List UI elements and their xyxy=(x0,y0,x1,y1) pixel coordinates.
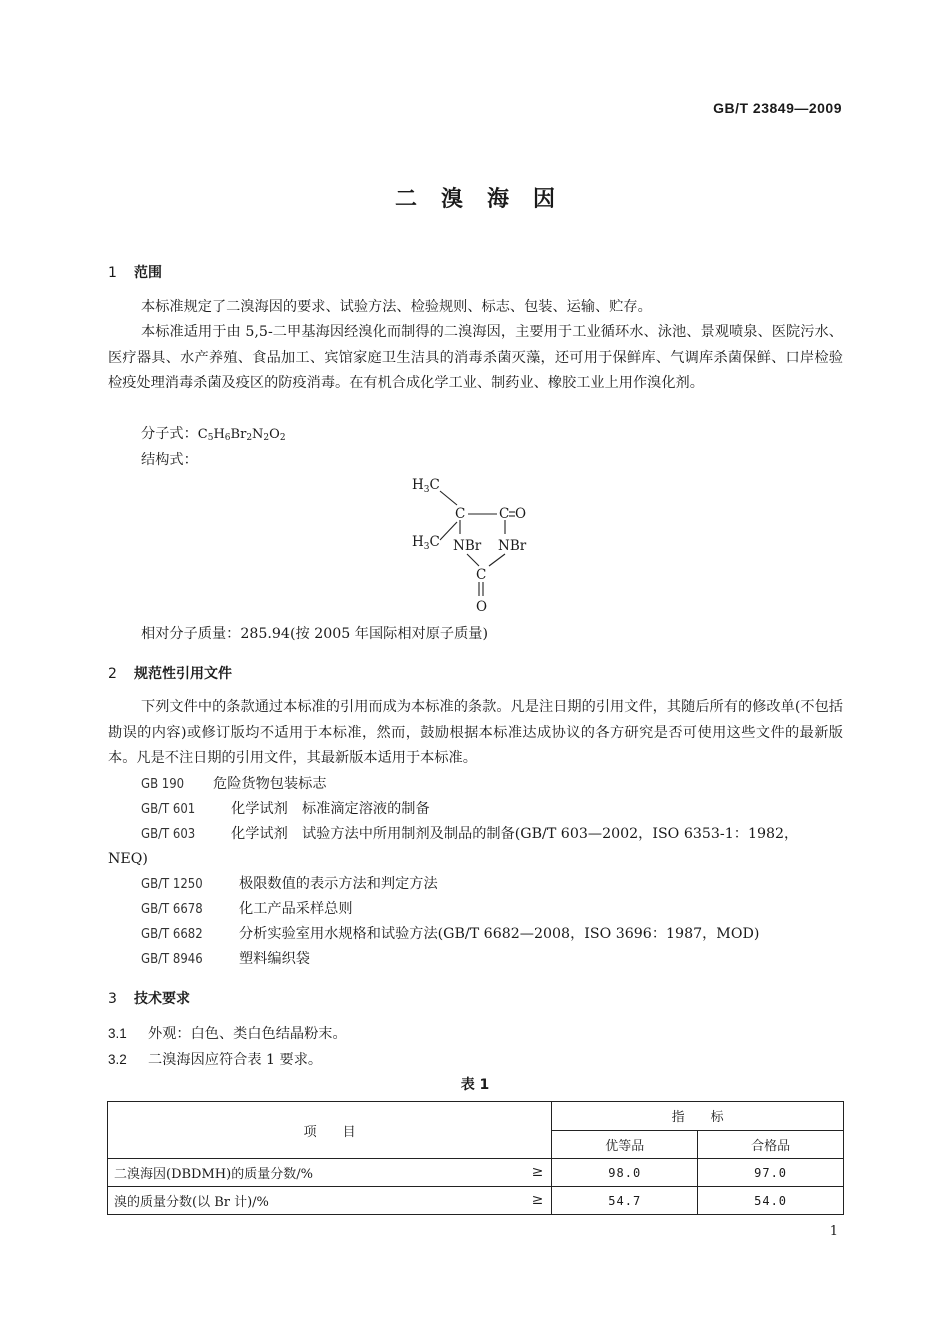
bond-methyl-top xyxy=(440,491,457,505)
table-caption: 表 1 xyxy=(460,1077,490,1093)
reference-code: GB/T 1250 xyxy=(141,877,203,892)
clause-text: 二溴海因应符合表 1 要求。 xyxy=(148,1052,323,1068)
requirements-table xyxy=(107,1101,844,1215)
reference-item xyxy=(141,872,438,897)
section-title: 规范性引用文件 xyxy=(134,666,232,682)
oxygen-4: O xyxy=(515,506,527,522)
reference-title: 危险货物包装标志 xyxy=(213,776,327,792)
geq-sign: ≥ xyxy=(531,1192,544,1208)
reference-code: GB/T 6682 xyxy=(141,927,203,942)
reference-code: GB/T 6678 xyxy=(141,902,203,917)
bond-n1-c2 xyxy=(467,554,479,566)
table-header-row xyxy=(108,1102,844,1131)
reference-continuation: NEQ) xyxy=(108,851,148,867)
page-number: 1 xyxy=(829,1224,838,1239)
reference-title: 分析实验室用水规格和试验方法(GB/T 6682—2008，ISO 3696：1987，MOD) xyxy=(239,926,760,942)
geq-sign: ≥ xyxy=(531,1164,544,1180)
section-number: 1 xyxy=(108,265,117,281)
section-2-intro: 下列文件中的条款通过本标准的引用而成为本标准的条款。凡是注日期的引用文件，其随后所有的修改单(不包括勘误的内容)或修订版均不适用于本标准，然而，鼓励根据本标准达成协议的各方研究是否可使用这些文件的最新版本。凡是不注日期的引用文件，其最新版本适用于本标准。 xyxy=(108,699,843,766)
oxygen-2: O xyxy=(476,599,488,615)
clause-text: 外观：白色、类白色结晶粉末。 xyxy=(148,1026,347,1042)
methyl-label-bottom: $H_3C$ xyxy=(412,534,440,552)
row-item: 溴的质量分数(以 Br 计)/% ≥ xyxy=(108,1187,552,1215)
section-number: 3 xyxy=(108,991,117,1007)
reference-item xyxy=(141,772,327,797)
section-2-heading xyxy=(108,663,232,683)
reference-item xyxy=(141,922,759,947)
reference-code: GB/T 601 xyxy=(141,802,196,817)
methyl-label-top: $H_3C$ xyxy=(412,477,440,495)
section-1-paragraph-2: 本标准适用于由 5,5-二甲基海因经溴化而制得的二溴海因，主要用于工业循环水、泳池、景观喷泉、医院污水、医疗器具、水产养殖、食品加工、宾馆家庭卫生洁具的消毒杀菌灭藻，还可用于保鲜库、气调库杀菌保鲜、口岸检验检疫处理消毒杀菌及疫区的防疫消毒。在有机合成化学工业、制药业、橡胶工业上用作溴化剂。 xyxy=(108,324,843,391)
section-1-heading xyxy=(108,262,162,282)
reference-item xyxy=(141,947,310,972)
section-title: 范围 xyxy=(134,265,162,281)
header-qualified: 合格品 xyxy=(698,1130,844,1159)
row-qualified-value: 97.0 xyxy=(698,1159,844,1187)
table-row xyxy=(108,1187,844,1215)
section-title: 技术要求 xyxy=(134,991,190,1007)
reference-code: GB/T 8946 xyxy=(141,952,203,967)
header-index: 指 标 xyxy=(552,1102,844,1131)
carbon-2: C xyxy=(476,567,487,583)
structure-label: 结构式： xyxy=(141,452,198,468)
section-1-paragraph-1: 本标准规定了二溴海因的要求、试验方法、检验规则、标志、包装、运输、贮存。 xyxy=(141,299,652,315)
row-superior-value: 98.0 xyxy=(552,1159,698,1187)
clause-number: 3.2 xyxy=(108,1052,127,1067)
reference-title: 化学试剂 试验方法中所用制剂及制品的制备(GB/T 603—2002，ISO 6353-1：1982， xyxy=(231,826,799,842)
structural-formula-diagram xyxy=(405,470,565,620)
bond-n3-c2 xyxy=(489,554,505,566)
nitrogen-3-br: NBr xyxy=(498,538,527,554)
formula-label: 分子式： xyxy=(141,426,198,442)
carbon-5: C xyxy=(455,506,466,522)
section-3-heading xyxy=(108,988,190,1008)
row-item: 二溴海因(DBDMH)的质量分数/% ≥ xyxy=(108,1159,552,1187)
carbon-4: C xyxy=(499,506,510,522)
reference-item xyxy=(141,897,353,922)
clause-3-2 xyxy=(108,1049,322,1069)
reference-code: GB 190 xyxy=(141,777,185,792)
standard-code: GB/T 23849—2009 xyxy=(713,100,842,116)
reference-title: 极限数值的表示方法和判定方法 xyxy=(239,876,438,892)
reference-code: GB/T 603 xyxy=(141,827,196,842)
reference-title: 塑料编织袋 xyxy=(239,951,310,967)
reference-title: 化工产品采样总则 xyxy=(239,901,353,917)
row-qualified-value: 54.0 xyxy=(698,1187,844,1215)
nitrogen-1-br: NBr xyxy=(453,538,482,554)
section-number: 2 xyxy=(108,666,117,682)
document-title: 二溴海因 xyxy=(394,186,579,212)
molecular-formula-line xyxy=(141,422,286,451)
reference-item xyxy=(141,822,798,847)
row-superior-value: 54.7 xyxy=(552,1187,698,1215)
clause-number: 3.1 xyxy=(108,1026,127,1041)
clause-3-1 xyxy=(108,1023,347,1043)
reference-title: 化学试剂 标准滴定溶液的制备 xyxy=(231,801,430,817)
header-superior: 优等品 xyxy=(552,1130,698,1159)
molecular-formula: $C_5H_6Br_2N_2O_2$ xyxy=(197,427,286,443)
reference-item xyxy=(141,797,430,822)
molecular-mass-line: 相对分子质量：285.94(按 2005 年国际相对原子质量) xyxy=(141,626,489,642)
table-row xyxy=(108,1159,844,1187)
header-item: 项 目 xyxy=(108,1102,552,1159)
